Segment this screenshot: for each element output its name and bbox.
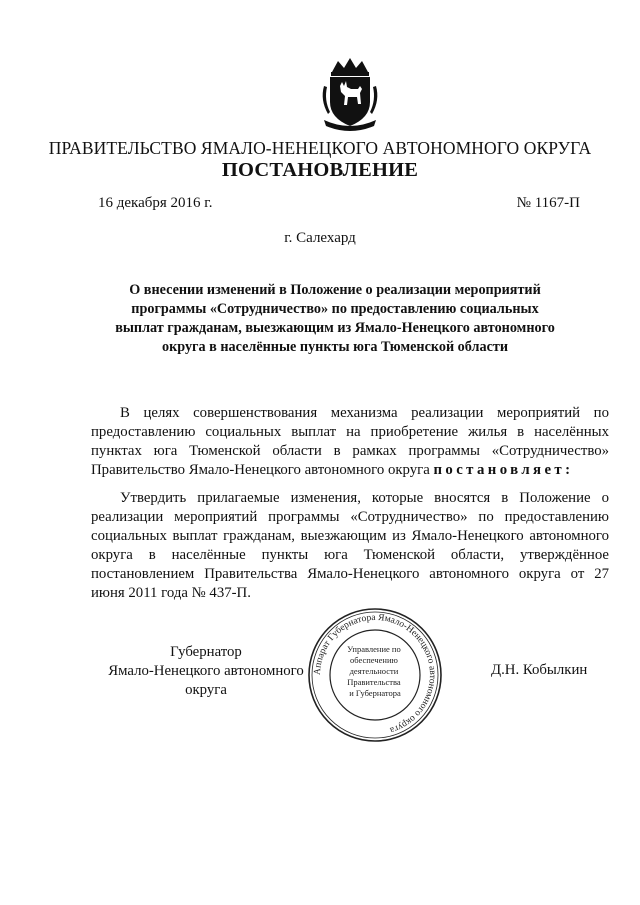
document-date: 16 декабря 2016 г.: [98, 195, 213, 211]
official-stamp-icon: [306, 606, 444, 744]
signatory-role-line-2: Ямало-Ненецкого автономного округа: [108, 663, 304, 698]
signatory-name: Д.Н. Кобылкин: [491, 662, 588, 678]
stamp-ring-text: Аппарат Губернатора Ямало-Ненецкого автономного округа: [312, 612, 438, 735]
resolution-keyword: постановляет:: [433, 462, 574, 478]
coat-of-arms-icon: [318, 56, 382, 132]
paragraph-1-text: В целях совершенствования механизма реализации мероприятий по предоставлению социальных выплат на приобретение жилья в населённых пунктах юга Тюменской области в рамках программы «Сотрудничество» Правительство Ямало-Ненецкого автономного округа: [91, 405, 609, 478]
signatory-role-line-1: Губернатор: [170, 644, 242, 660]
document-number: № 1167-П: [516, 195, 580, 211]
document-city: г. Салехард: [284, 230, 356, 246]
document-type: ПОСТАНОВЛЕНИЕ: [221, 159, 419, 181]
svg-text:Управление по обеспечению: Управление по обеспечению деятельности Правительства и Губернатора: [347, 644, 401, 698]
signatory-role: [90, 643, 322, 700]
body-paragraph-1: [91, 404, 609, 480]
body-paragraph-2: Утвердить прилагаемые изменения, которые вносятся в Положение о реализации мероприятий программы «Сотрудничество» по предоставлению социальных выплат гражданам, выезжающим из Ямало-Ненецкого автономного округа в населённые пункты юга Тюменской области, утверждённое постановлением Правительства Ямало-Ненецкого автономного округа от 27 июня 2011 года № 437-П.: [91, 490, 609, 601]
document-title: О внесении изменений в Положение о реализации мероприятий программы «Сотрудничество» по предоставлению социальных выплат гражданам, выезжающим из Ямало-Ненецкого автономного округа в населённые пункты юга Тюменской области: [115, 282, 555, 355]
government-name: ПРАВИТЕЛЬСТВО ЯМАЛО-НЕНЕЦКОГО АВТОНОМНОГО ОКРУГА: [48, 138, 592, 158]
